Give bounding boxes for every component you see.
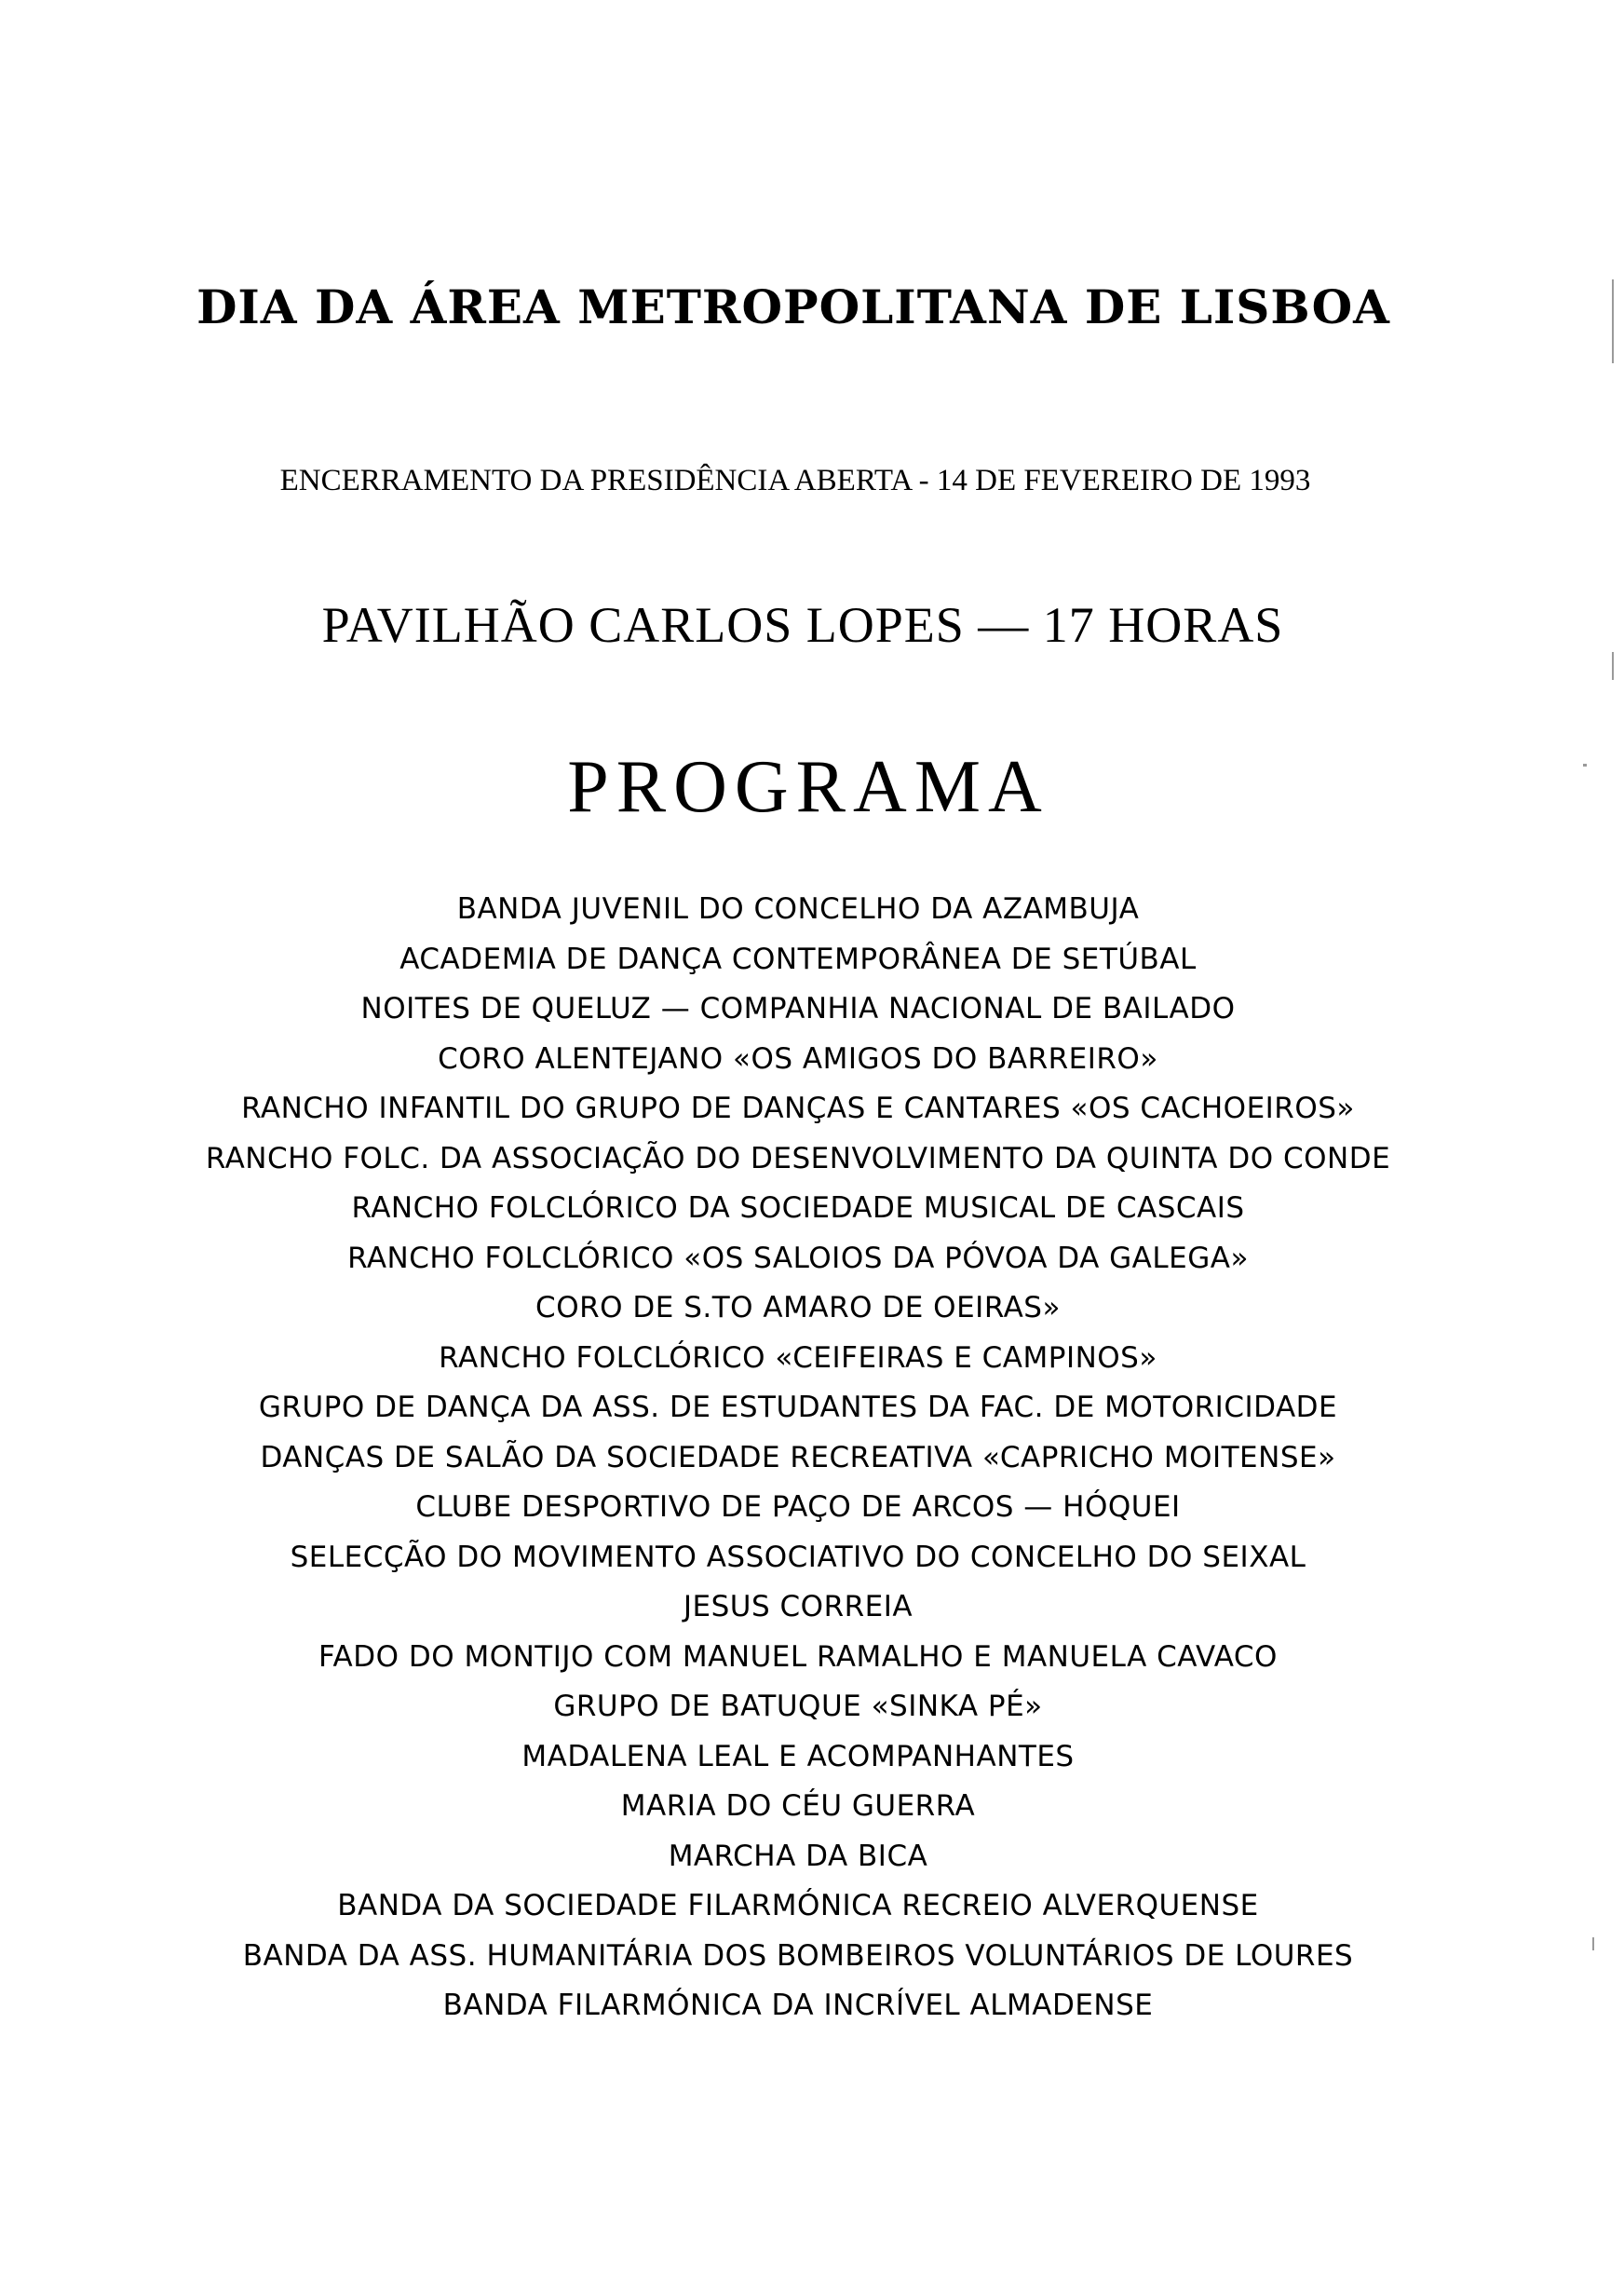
programa-item: BANDA FILARMÓNICA DA INCRÍVEL ALMADENSE: [442, 1989, 1154, 2022]
programa-heading: PROGRAMA: [567, 746, 1049, 828]
event-subtitle: ENCERRAMENTO DA PRESIDÊNCIA ABERTA - 14 DE FEVEREIRO DE 1993: [279, 464, 1311, 497]
venue-and-time: PAVILHÃO CARLOS LOPES — 17 HORAS: [321, 597, 1284, 653]
programa-item: BANDA JUVENIL DO CONCELHO DA AZAMBUJA: [456, 892, 1140, 926]
programa-item: ACADEMIA DE DANÇA CONTEMPORÂNEA DE SETÚBAL: [399, 942, 1197, 976]
scan-speck: [1592, 1937, 1594, 1950]
programa-item: GRUPO DE BATUQUE «SINKA PÉ»: [553, 1690, 1043, 1723]
programa-item: MARCHA DA BICA: [668, 1839, 928, 1873]
programa-item: SELECÇÃO DO MOVIMENTO ASSOCIATIVO DO CONCELHO DO SEIXAL: [290, 1540, 1306, 1574]
scan-speck: [1583, 764, 1587, 767]
programa-list: [0, 885, 1624, 2031]
programa-item: CLUBE DESPORTIVO DE PAÇO DE ARCOS — HÓQUEI: [415, 1490, 1181, 1524]
programa-item: CORO ALENTEJANO «OS AMIGOS DO BARREIRO»: [438, 1041, 1158, 1076]
programa-item: CORO DE S.TO AMARO DE OEIRAS»: [535, 1291, 1061, 1324]
programa-item: NOITES DE QUELUZ — COMPANHIA NACIONAL DE BAILADO: [360, 992, 1236, 1025]
programa-item: RANCHO INFANTIL DO GRUPO DE DANÇAS E CANTARES «OS CACHOEIROS»: [241, 1092, 1355, 1125]
scan-speck: [1612, 652, 1614, 680]
programa-item: FADO DO MONTIJO COM MANUEL RAMALHO E MANUELA CAVACO: [318, 1639, 1278, 1674]
programa-item: GRUPO DE DANÇA DA ASS. DE ESTUDANTES DA FAC. DE MOTORICIDADE: [258, 1391, 1338, 1424]
programa-item: MADALENA LEAL E ACOMPANHANTES: [521, 1739, 1075, 1773]
programa-item: DANÇAS DE SALÃO DA SOCIEDADE RECREATIVA «CAPRICHO MOITENSE»: [260, 1440, 1336, 1474]
programa-item: RANCHO FOLCLÓRICO «CEIFEIRAS E CAMPINOS»: [439, 1340, 1157, 1375]
programa-item: BANDA DA ASS. HUMANITÁRIA DOS BOMBEIROS VOLUNTÁRIOS DE LOURES: [242, 1938, 1354, 1973]
programa-item: RANCHO FOLCLÓRICO DA SOCIEDADE MUSICAL DE CASCAIS: [351, 1191, 1245, 1225]
document-title: DIA DA ÁREA METROPOLITANA DE LISBOA: [196, 279, 1390, 334]
programa-item: MARIA DO CÉU GUERRA: [620, 1789, 976, 1823]
programa-item: JESUS CORREIA: [683, 1590, 914, 1623]
programa-item: BANDA DA SOCIEDADE FILARMÓNICA RECREIO ALVERQUENSE: [337, 1889, 1259, 1922]
programa-item: RANCHO FOLC. DA ASSOCIAÇÃO DO DESENVOLVIMENTO DA QUINTA DO CONDE: [205, 1141, 1391, 1175]
scan-speck: [1612, 279, 1614, 363]
programa-item: RANCHO FOLCLÓRICO «OS SALOIOS DA PÓVOA DA GALEGA»: [347, 1241, 1249, 1275]
